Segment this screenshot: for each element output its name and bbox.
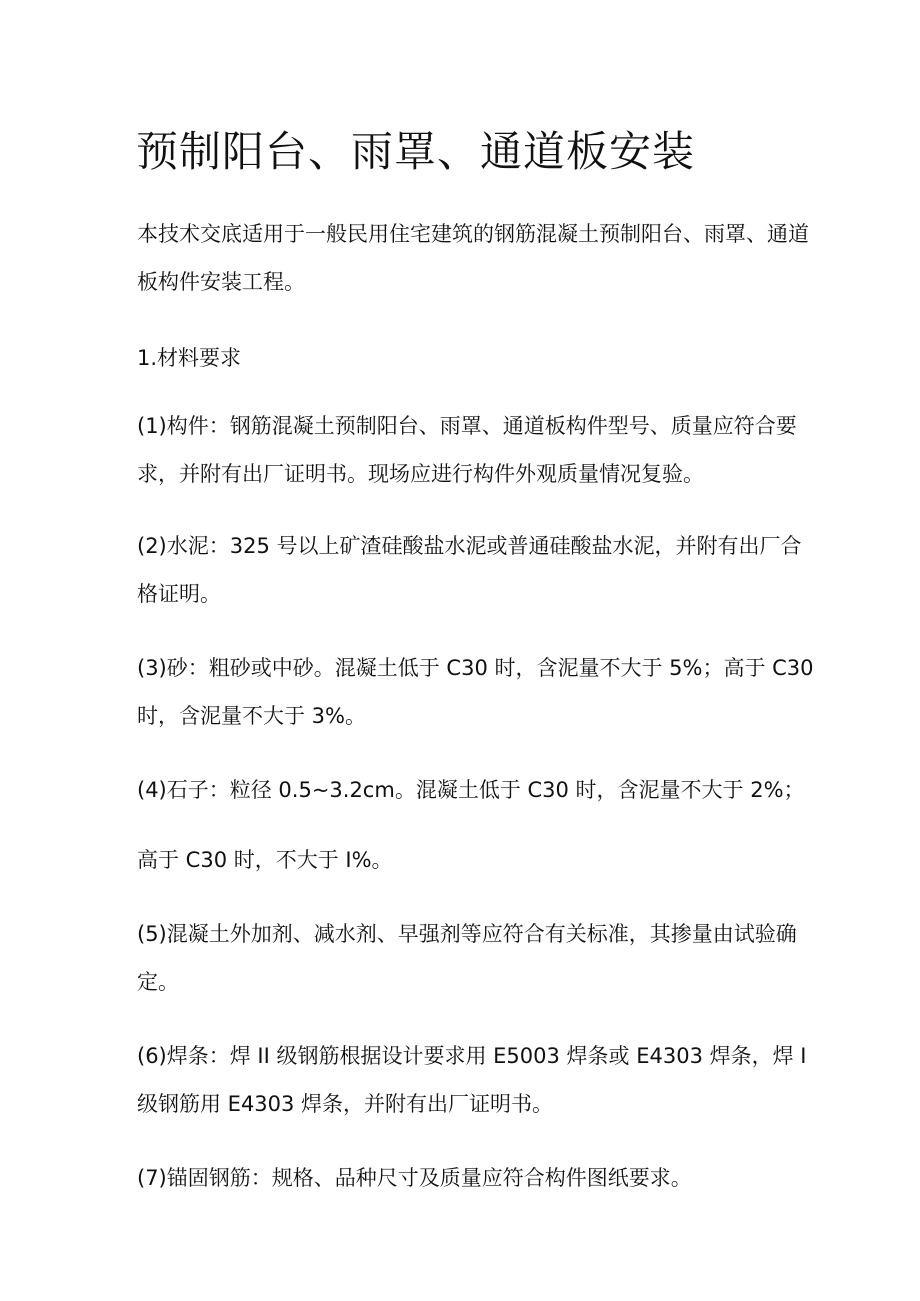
list-item-3-line-2: 时，含泥量不大于 3%。 <box>137 704 366 728</box>
section-heading <box>137 334 797 382</box>
list-item-3-line-1: (3)砂：粗砂或中砂。混凝土低于 C30 时，含泥量不大于 5%；高于 C30 <box>137 656 814 680</box>
list-item-2-line-2: 格证明。 <box>137 582 221 606</box>
intro-line-2: 板构件安装工程。 <box>137 270 305 294</box>
list-item-7-line-1: (7)锚固钢筋：规格、品种尺寸及质量应符合构件图纸要求。 <box>137 1166 692 1190</box>
list-item-7 <box>137 1154 797 1202</box>
list-item-4-continuation-line: 高于 C30 时，不大于 I%。 <box>137 848 393 872</box>
intro-paragraph <box>137 210 809 306</box>
list-item-2 <box>137 522 802 618</box>
list-item-6-line-2: 级钢筋用 E4303 焊条，并附有出厂证明书。 <box>137 1092 554 1116</box>
section-heading-text: 1.材料要求 <box>137 346 242 370</box>
list-item-6 <box>137 1032 807 1128</box>
list-item-1-line-2: 求，并附有出厂证明书。现场应进行构件外观质量情况复验。 <box>137 462 704 486</box>
list-item-4-continuation <box>137 836 797 884</box>
list-item-3 <box>137 644 814 740</box>
list-item-5 <box>137 910 797 1006</box>
list-item-5-line-2: 定。 <box>137 970 179 994</box>
list-item-1-line-1: (1)构件：钢筋混凝土预制阳台、雨罩、通道板构件型号、质量应符合要 <box>137 414 797 438</box>
list-item-4 <box>137 766 805 814</box>
list-item-6-line-1: (6)焊条：焊 II 级钢筋根据设计要求用 E5003 焊条或 E4303 焊条，焊 I <box>137 1044 807 1068</box>
list-item-2-line-1: (2)水泥：325 号以上矿渣硅酸盐水泥或普通硅酸盐水泥，并附有出厂合 <box>137 534 802 558</box>
document-title: 预制阳台、雨罩、通道板安装 <box>136 127 696 176</box>
intro-line-1: 本技术交底适用于一般民用住宅建筑的钢筋混凝土预制阳台、雨罩、通道 <box>137 222 809 246</box>
list-item-1 <box>137 402 797 498</box>
list-item-5-line-1: (5)混凝土外加剂、减水剂、早强剂等应符合有关标准，其掺量由试验确 <box>137 922 797 946</box>
list-item-4-line-1: (4)石子：粒径 0.5~3.2cm。混凝土低于 C30 时，含泥量不大于 2%； <box>137 778 805 802</box>
